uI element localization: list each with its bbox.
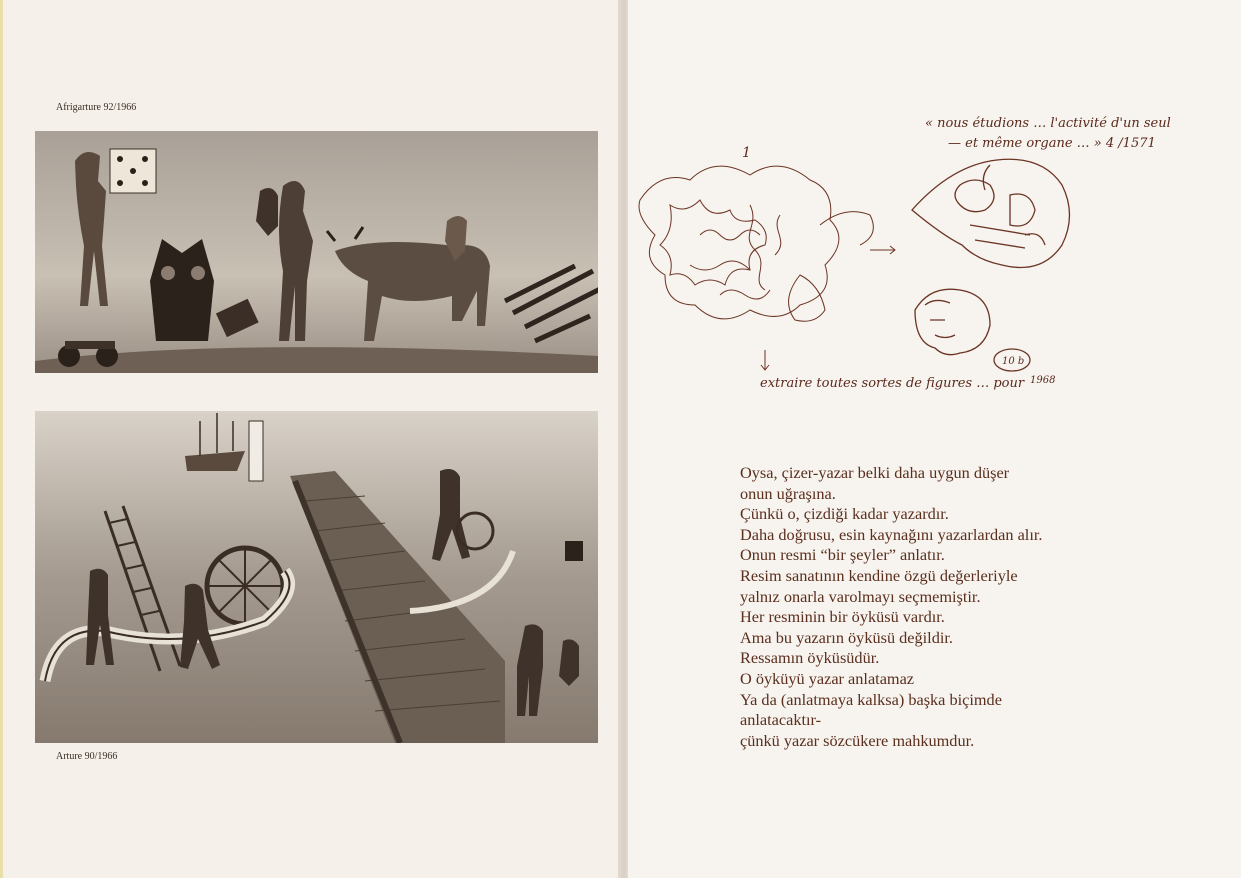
poem-line: onun uğraşına.	[740, 483, 836, 503]
poem-line: Ya da (anlatmaya kalksa) başka biçimde	[740, 689, 1002, 709]
poem-line: O öyküyü yazar anlatamaz	[740, 668, 915, 688]
illustration-afrigarture	[35, 131, 598, 373]
poem-text	[740, 463, 1042, 751]
handwritten-sketch	[630, 105, 1240, 410]
handwriting-mark: 1	[742, 145, 751, 161]
caption-bottom: Arture 90/1966	[56, 751, 118, 762]
handwriting-line1: « nous étudions … l'activité d'un seul	[925, 116, 1171, 131]
illustration-arture	[35, 411, 598, 743]
caption-top: Afrigarture 92/1966	[56, 102, 137, 113]
poem-line: Oysa, çizer-yazar belki daha uygun düşer	[740, 463, 1010, 482]
circled-number: 10 b	[1002, 356, 1025, 367]
poem-line: Çünkü o, çizdiği kadar yazardır.	[740, 504, 949, 524]
handwriting-bottom: extraire toutes sortes de figures … pour	[760, 376, 1025, 391]
handwriting-line2: — et même organe … » 4 /1571	[948, 136, 1156, 151]
poem-line: Her resminin bir öyküsü vardır.	[740, 607, 945, 627]
poem-line: Resim sanatının kendine özgü değerleriyle	[740, 565, 1018, 585]
poem-line: çünkü yazar sözcükere mahkumdur.	[740, 730, 975, 750]
poem-line: yalnız onarla varolmayı seçmemiştir.	[740, 586, 981, 606]
poem-line: Daha doğrusu, esin kaynağını yazarlardan alır.	[740, 524, 1043, 544]
poem-line: Ama bu yazarın öyküsü değildir.	[740, 627, 953, 647]
poem-line: Ressamın öyküsüdür.	[740, 648, 880, 668]
poem-line: Onun resmi “bir şeyler” anlatır.	[740, 545, 945, 565]
poem-line: anlatacaktır-	[740, 710, 822, 730]
handwriting-year: 1968	[1030, 375, 1056, 386]
